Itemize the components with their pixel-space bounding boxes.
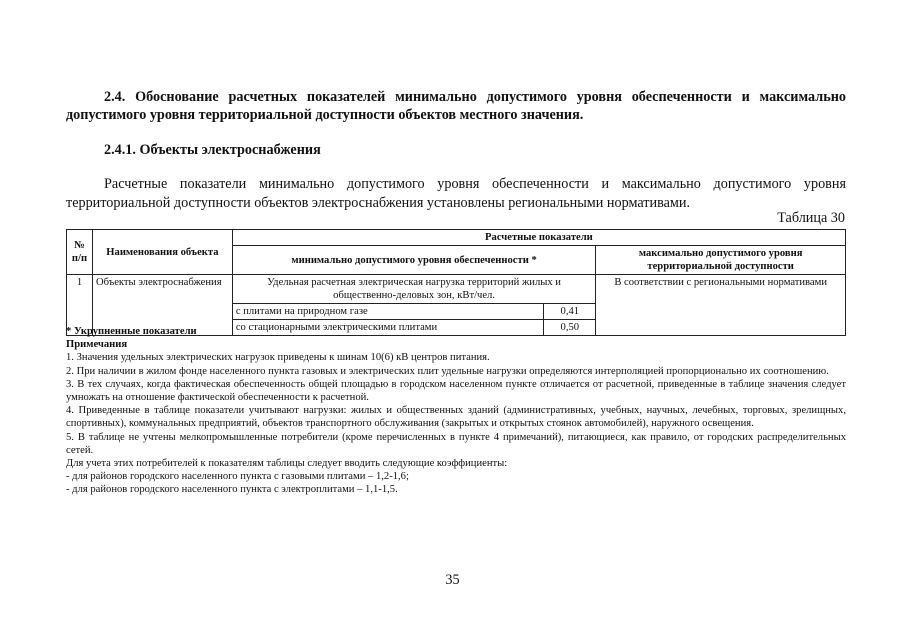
table-footnote: * Укрупненные показатели: [66, 326, 197, 337]
note-item: 3. В тех случаях, когда фактическая обеспеченность общей площадью в городском населенном пункте отличается от расчетной, приведенные в таблице значения следует умножать на отношение фактической обеспеченности к расчетной.: [66, 378, 846, 404]
note-item: 5. В таблице не учтены мелкопромышленные потребители (кроме перечисленных в пункте 4 примечаний), питающиеся, как правило, от городских распределительных сетей.: [66, 431, 846, 456]
notes-title: Примечания: [66, 339, 128, 351]
row-num: 1: [67, 275, 93, 336]
notes-block: [66, 325, 846, 497]
section-heading: 2.4. Обоснование расчетных показателей минимально допустимого уровня обеспеченности и максимально допустимого уровня территориальной доступности объектов местного значения.: [66, 89, 846, 123]
header-min-level: минимально допустимого уровня обеспеченности *: [232, 246, 595, 275]
gas-stove-label: с плитами на природном газе: [232, 304, 544, 320]
note-item: - для районов городского населенного пункта с газовыми плитами – 1,2-1,6;: [66, 471, 409, 483]
header-num: № п/п: [67, 230, 93, 275]
row-max-value: В соответствии с региональными нормативами: [596, 275, 846, 336]
table-caption: Таблица 30: [777, 210, 845, 226]
subsection-heading: 2.4.1. Объекты электроснабжения: [104, 142, 321, 158]
note-item: 1. Значения удельных электрических нагрузок приведены к шинам 10(6) кВ центров питания.: [66, 352, 490, 364]
indicators-table: [66, 229, 846, 336]
note-item: - для районов городского населенного пункта с электроплитами – 1,1-1,5.: [66, 484, 398, 496]
header-object-name: Наименования объекта: [92, 230, 232, 275]
intro-paragraph: Расчетные показатели минимально допустимого уровня обеспеченности и максимально допустимого уровня территориальной доступности объектов электроснабжения установлены региональными нормативами.: [66, 176, 846, 211]
note-item: 2. При наличии в жилом фонде населенного пункта газовых и электрических плит удельные нагрузки определяются интерполяцией пропорционально их соотношению.: [66, 365, 829, 377]
header-max-level: максимально допустимого уровня территориальной доступности: [596, 246, 846, 275]
row-object-name: Объекты электроснабжения: [92, 275, 232, 336]
note-item: Для учета этих потребителей к показателям таблицы следует вводить следующие коэффициенты:: [66, 458, 508, 470]
electric-stove-label: со стационарными электрическими плитами: [232, 320, 544, 336]
row-load-description: Удельная расчетная электрическая нагрузка территорий жилых и общественно-деловых зон, кВт/чел.: [232, 275, 595, 304]
note-item: 4. Приведенные в таблице показатели учитывают нагрузки: жилых и общественных зданий (административных, учебных, научных, лечебных, торговых, зрелищных, спортивных), коммунальных предприятий, объектов транспортного обслуживания (закрытых и открытых стоянок автомобилей), наружного освещения.: [66, 405, 846, 430]
table-header-row-1: [67, 230, 846, 246]
table-row: [67, 275, 846, 304]
page-number: 35: [445, 572, 460, 588]
header-indicators-group: Расчетные показатели: [232, 230, 845, 246]
gas-stove-value: 0,41: [544, 304, 596, 320]
electric-stove-value: 0,50: [544, 320, 596, 336]
